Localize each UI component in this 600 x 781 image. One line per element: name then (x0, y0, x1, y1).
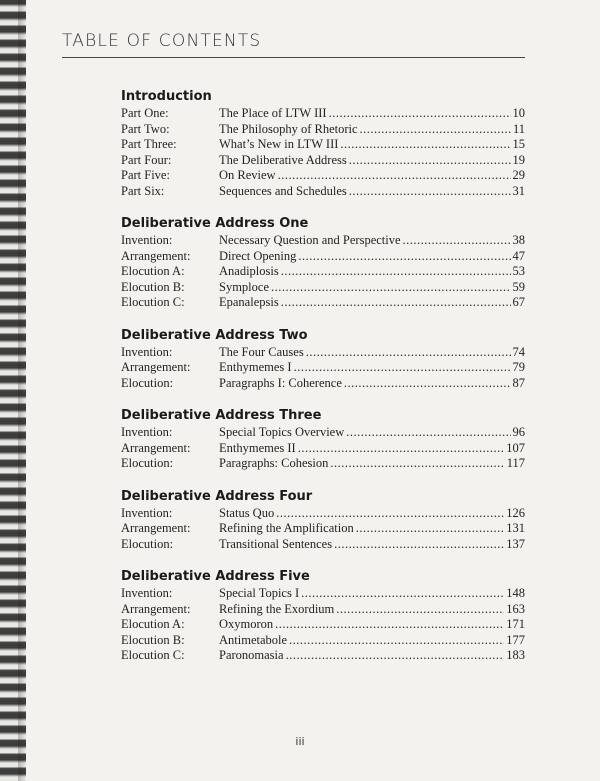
entry-title: Symploce (219, 279, 269, 294)
dot-leader (276, 506, 504, 522)
dot-leader (349, 153, 511, 169)
entry-label: Elocution C: (121, 295, 185, 309)
entry-label: Arrangement: (121, 360, 191, 374)
dot-leader (346, 425, 510, 441)
toc-entry (121, 456, 525, 472)
section-heading: Deliberative Address Three (121, 408, 322, 423)
entry-page-number: 31 (512, 183, 525, 198)
entry-label: Part Three: (121, 137, 177, 151)
entry-title: Refining the Exordium (219, 601, 335, 616)
entry-title: Necessary Question and Perspective (219, 233, 401, 247)
entry-label: Part Four: (121, 152, 172, 167)
toc-section-address-five (121, 568, 525, 664)
entry-title: Special Topics Overview (219, 425, 345, 439)
dot-leader (360, 122, 511, 138)
entry-title: Status Quo (219, 505, 275, 520)
dot-leader (281, 264, 511, 280)
entry-label: Arrangement: (121, 440, 191, 455)
entry-page-number: 171 (506, 617, 525, 631)
toc-entry (121, 184, 525, 200)
toc-entry (121, 137, 525, 153)
entry-label: Arrangement: (121, 601, 191, 616)
entry-label: Part Five: (121, 168, 170, 182)
toc-entry (121, 345, 525, 361)
entry-title: Epanalepsis (219, 295, 279, 309)
dot-leader (306, 345, 511, 361)
toc-section-address-three (121, 407, 525, 472)
entry-page-number: 126 (506, 505, 525, 520)
section-heading: Deliberative Address Two (121, 327, 308, 343)
dot-leader (356, 521, 505, 537)
entry-label: Part Two: (121, 121, 170, 136)
entry-title: Antimetabole (219, 632, 288, 647)
entry-page-number: 38 (512, 233, 525, 247)
entry-label: Elocution C: (121, 648, 185, 662)
entry-title: What’s New in LTW III (219, 137, 339, 151)
toc-entry (121, 376, 525, 392)
page-title: TABLE OF CONTENTS (62, 31, 262, 51)
entry-page-number: 47 (512, 248, 525, 263)
toc-entry (121, 441, 525, 457)
entry-title: Oxymoron (219, 617, 274, 631)
dot-leader (294, 360, 511, 376)
entry-title: The Place of LTW III (219, 106, 327, 120)
entry-title: Paragraphs: Cohesion (219, 456, 329, 470)
entry-page-number: 10 (512, 106, 525, 120)
toc-entry (121, 295, 525, 311)
entry-label: Elocution A: (121, 264, 185, 278)
dot-leader (349, 184, 511, 200)
entry-title: Transitional Sentences (219, 536, 333, 551)
entry-label: Elocution A: (121, 617, 185, 631)
entry-page-number: 137 (506, 536, 525, 551)
toc-entry (121, 648, 525, 664)
entry-page-number: 19 (512, 152, 525, 167)
toc-section-address-two (121, 327, 525, 392)
toc-entry (121, 233, 525, 249)
entry-title: Anadiplosis (219, 264, 279, 278)
entry-label: Elocution B: (121, 279, 185, 294)
entry-page-number: 163 (506, 601, 525, 616)
entry-page-number: 29 (512, 168, 525, 182)
dot-leader (298, 249, 510, 265)
section-heading: Deliberative Address Five (121, 569, 310, 584)
entry-page-number: 15 (512, 137, 525, 151)
entry-title: Special Topics I (219, 586, 300, 600)
entry-page-number: 117 (506, 456, 525, 470)
toc-entry (121, 122, 525, 138)
entry-title: The Philosophy of Rhetoric (219, 121, 358, 136)
entry-page-number: 96 (512, 425, 525, 439)
entry-title: Paragraphs I: Coherence (219, 375, 342, 390)
dot-leader (344, 376, 511, 392)
entry-title: On Review (219, 168, 276, 182)
toc-entry (121, 586, 525, 602)
toc-entry (121, 633, 525, 649)
section-heading: Deliberative Address Four (121, 488, 313, 504)
page-header (62, 31, 525, 58)
dot-leader (340, 137, 510, 153)
toc-entry (121, 280, 525, 296)
entry-page-number: 11 (512, 121, 525, 136)
dot-leader (278, 168, 511, 184)
dot-leader (275, 617, 504, 633)
dot-leader (286, 648, 505, 664)
toc-entry (121, 106, 525, 122)
page-number: iii (295, 735, 305, 748)
spiral-binding (0, 0, 26, 781)
entry-label: Invention: (121, 344, 173, 359)
toc-entry (121, 153, 525, 169)
entry-title: The Deliberative Address (219, 152, 347, 167)
entry-label: Part One: (121, 106, 169, 120)
entry-label: Arrangement: (121, 521, 191, 535)
entry-page-number: 59 (512, 279, 525, 294)
toc-entry (121, 264, 525, 280)
entry-label: Elocution B: (121, 632, 185, 647)
entry-title: The Four Causes (219, 344, 304, 359)
toc-section-introduction (121, 88, 525, 199)
entry-label: Invention: (121, 586, 173, 600)
entry-title: Paronomasia (219, 648, 284, 662)
header-rule (62, 57, 525, 58)
dot-leader (329, 106, 511, 122)
entry-page-number: 67 (512, 295, 525, 309)
entry-page-number: 87 (512, 375, 525, 390)
entry-page-number: 79 (512, 360, 525, 374)
entry-title: Sequences and Schedules (219, 183, 347, 198)
entry-label: Arrangement: (121, 248, 191, 263)
toc-entry (121, 168, 525, 184)
toc-section-address-four (121, 488, 525, 553)
entry-label: Invention: (121, 233, 173, 247)
toc-entry (121, 360, 525, 376)
entry-label: Elocution: (121, 375, 174, 390)
entry-page-number: 148 (506, 586, 525, 600)
toc-entry (121, 425, 525, 441)
toc-content (121, 88, 525, 664)
entry-label: Elocution: (121, 456, 174, 470)
entry-title: Enthymemes II (219, 440, 296, 455)
toc-entry (121, 602, 525, 618)
dot-leader (330, 456, 504, 472)
dot-leader (271, 280, 511, 296)
entry-page-number: 107 (506, 440, 525, 455)
entry-page-number: 131 (506, 521, 525, 535)
dot-leader (298, 441, 505, 457)
entry-label: Elocution: (121, 536, 174, 551)
dot-leader (281, 295, 511, 311)
entry-page-number: 53 (512, 264, 525, 278)
entry-title: Direct Opening (219, 248, 297, 263)
section-heading: Introduction (121, 89, 212, 104)
entry-title: Enthymemes I (219, 360, 292, 374)
toc-entry (121, 506, 525, 522)
dot-leader (334, 537, 504, 553)
dot-leader (336, 602, 504, 618)
toc-section-address-one (121, 215, 525, 311)
toc-entry (121, 537, 525, 553)
dot-leader (289, 633, 504, 649)
entry-page-number: 183 (506, 648, 525, 662)
toc-entry (121, 617, 525, 633)
dot-leader (301, 586, 504, 602)
toc-entry (121, 249, 525, 265)
entry-title: Refining the Amplification (219, 521, 354, 535)
entry-page-number: 74 (512, 344, 525, 359)
entry-label: Invention: (121, 425, 173, 439)
section-heading: Deliberative Address One (121, 216, 309, 231)
entry-label: Part Six: (121, 183, 165, 198)
dot-leader (403, 233, 511, 249)
entry-label: Invention: (121, 505, 173, 520)
toc-entry (121, 521, 525, 537)
entry-page-number: 177 (506, 632, 525, 647)
